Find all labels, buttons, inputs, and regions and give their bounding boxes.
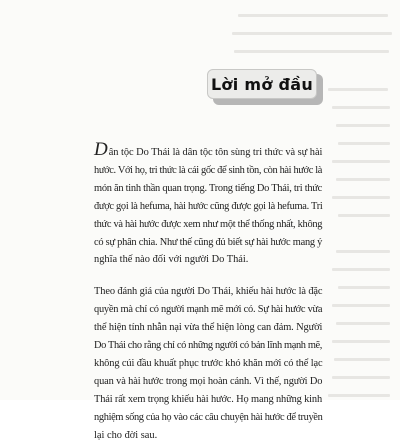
text-line: quyền mà chỉ có người mạnh mẽ mới có. Sự hài hước vừa [94, 304, 323, 316]
text-line: thức và hài hước được xem như một thể thống nhất, không [94, 218, 323, 230]
body-text [94, 141, 322, 445]
paragraph-1 [94, 141, 322, 269]
text-line [94, 141, 322, 162]
text-line-content: ân tộc Do Thái là dân tộc tôn sùng tri thức và sự hài [108, 147, 323, 158]
text-line: có sự phân chia. Như thế cũng đủ biết sự hài hước mang ý [94, 236, 323, 248]
page-title: Lời mở đầu [210, 74, 314, 94]
text-line: được gọi là hefuma, hài hước cũng được gọi là hefuma. Tri [94, 200, 323, 212]
text-line: thể hiện tính nhẫn nại vừa thể hiện lòng can đảm. Người [94, 322, 323, 334]
heading-box [207, 69, 317, 99]
text-line: quan và hài hước trong mọi hoàn cảnh. Vì thế, người Do [94, 375, 323, 387]
text-line: Do Thái cho rằng chỉ có những người có bản lĩnh mạnh mẽ, [94, 340, 322, 352]
text-line: món ăn tinh thần quan trọng. Trong tiếng Do Thái, tri thức [94, 182, 322, 194]
text-line: nghĩa thế nào đối với người Do Thái. [94, 254, 249, 266]
text-line: hước. Với họ, tri thức là cái gốc để sinh tồn, còn hài hước là [94, 164, 322, 176]
text-line: lại cho đời sau. [94, 429, 158, 441]
heading-banner [207, 69, 320, 103]
text-line: không cúi đầu khuất phục trước khó khăn mới có thể lạc [94, 357, 323, 369]
text-line: Theo đánh giá của người Do Thái, khiếu hài hước là đặc [94, 286, 323, 298]
text-line: nghiệm sống của họ vào các câu chuyện hài hước để truyền [94, 411, 323, 423]
paragraph-2 [94, 283, 322, 444]
drop-cap: D [94, 139, 108, 160]
text-line: Thái rất xem trọng khiếu hài hước. Họ mang những kinh [94, 393, 322, 405]
